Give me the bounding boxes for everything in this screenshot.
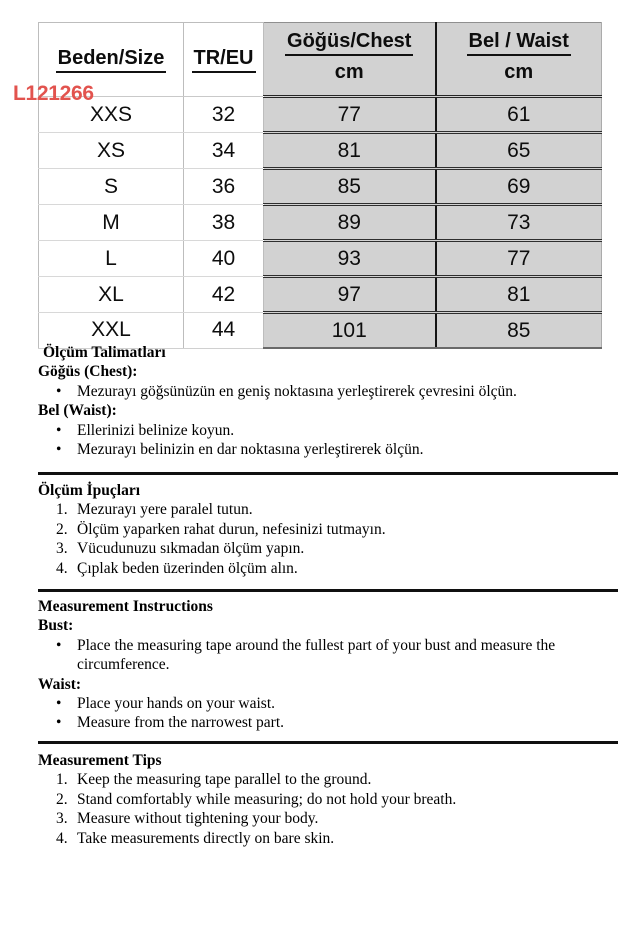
list-number: 1. xyxy=(56,771,68,789)
list-item xyxy=(38,500,618,519)
table-cell: 36 xyxy=(184,169,264,205)
table-cell: 93 xyxy=(264,241,436,277)
list-item-text: Measure from the narrowest part. xyxy=(77,714,285,732)
watermark-code: L121266 xyxy=(13,82,94,105)
bullet-icon: • xyxy=(56,441,62,459)
bust-subheading: Bust: xyxy=(38,617,74,635)
table-cell: 42 xyxy=(184,277,264,313)
list-item xyxy=(38,520,618,539)
table-cell: 34 xyxy=(184,133,264,169)
col-header-chest-label: Göğüs/Chest xyxy=(285,30,413,56)
bullet-icon: • xyxy=(56,714,62,732)
list-item-text: Take measurements directly on bare skin. xyxy=(77,829,335,847)
table-cell: L xyxy=(39,241,184,277)
list-number: 2. xyxy=(56,790,68,808)
waist-subheading: Waist: xyxy=(38,675,82,693)
list-item xyxy=(38,809,618,828)
list-item xyxy=(38,790,618,809)
col-header-waist xyxy=(436,23,602,97)
col-header-beden-size-label: Beden/Size xyxy=(56,47,167,73)
table-cell: 101 xyxy=(264,313,436,349)
section-divider xyxy=(38,472,618,475)
list-item-text: Stand comfortably while measuring; do not hold your breath. xyxy=(77,790,457,808)
table-cell: XXL xyxy=(39,313,184,349)
table-cell: 61 xyxy=(436,97,602,133)
table-cell: 97 xyxy=(264,277,436,313)
section-divider xyxy=(38,741,618,744)
list-item-text: Vücudunuzu sıkmadan ölçüm yapın. xyxy=(77,540,305,558)
section-divider xyxy=(38,589,618,592)
section-tr-instructions xyxy=(38,343,618,459)
section-title: Measurement Tips xyxy=(38,752,162,769)
list-number: 4. xyxy=(56,829,68,847)
table-cell: 65 xyxy=(436,133,602,169)
table-cell: 81 xyxy=(436,277,602,313)
table-row xyxy=(39,205,602,241)
table-cell: XS xyxy=(39,133,184,169)
table-cell: 69 xyxy=(436,169,602,205)
section-tr-tips xyxy=(38,481,618,578)
list-item-text: Keep the measuring tape parallel to the ground. xyxy=(77,771,372,789)
table-row xyxy=(39,241,602,277)
table-cell: 81 xyxy=(264,133,436,169)
table-row xyxy=(39,97,602,133)
table-cell: 77 xyxy=(436,241,602,277)
list-number: 2. xyxy=(56,520,68,538)
table-row xyxy=(39,169,602,205)
table-cell: 44 xyxy=(184,313,264,349)
section-title: Ölçüm İpuçları xyxy=(38,482,141,499)
section-title: Measurement Instructions xyxy=(38,598,213,615)
list-item xyxy=(38,770,618,789)
list-item xyxy=(38,539,618,558)
bullet-icon: • xyxy=(56,421,62,439)
list-item-text: Ölçüm yaparken rahat durun, nefesinizi tutmayın. xyxy=(77,520,386,538)
table-row xyxy=(39,133,602,169)
section-en-instructions xyxy=(38,597,618,733)
list-item xyxy=(38,713,618,732)
chest-subheading: Göğüs (Chest): xyxy=(38,363,138,381)
section-en-tips xyxy=(38,751,618,848)
list-item xyxy=(38,694,618,713)
list-number: 3. xyxy=(56,810,68,828)
bullet-icon: • xyxy=(56,636,62,654)
list-item-text: Mezurayı belinizin en dar noktasına yerleştirerek ölçün. xyxy=(77,441,424,459)
list-number: 3. xyxy=(56,540,68,558)
list-item xyxy=(38,421,618,440)
list-number: 1. xyxy=(56,501,68,519)
col-header-tr-eu xyxy=(184,23,264,97)
table-cell: 40 xyxy=(184,241,264,277)
section-title: Ölçüm Talimatları xyxy=(43,344,166,361)
col-header-chest-unit: cm xyxy=(334,61,364,83)
table-cell: 38 xyxy=(184,205,264,241)
bullet-icon: • xyxy=(56,382,62,400)
list-item-text: Mezurayı göğsünüzün en geniş noktasına yerleştirerek çevresini ölçün. xyxy=(77,382,517,400)
table-cell: M xyxy=(39,205,184,241)
size-table xyxy=(38,22,602,349)
list-item-text: Place your hands on your waist. xyxy=(77,695,276,713)
list-item xyxy=(38,559,618,578)
table-cell: 89 xyxy=(264,205,436,241)
table-cell: XL xyxy=(39,277,184,313)
size-table-body xyxy=(39,97,602,349)
table-header-row xyxy=(39,23,602,97)
list-item xyxy=(38,382,618,401)
col-header-waist-label: Bel / Waist xyxy=(467,30,571,56)
list-item xyxy=(38,829,618,848)
waist-subheading: Bel (Waist): xyxy=(38,402,117,420)
list-item xyxy=(38,636,618,675)
table-cell: XXS xyxy=(39,97,184,133)
list-item-text: Ellerinizi belinize koyun. xyxy=(77,421,235,439)
table-row xyxy=(39,277,602,313)
table-cell: S xyxy=(39,169,184,205)
col-header-tr-eu-label: TR/EU xyxy=(192,47,256,73)
list-item-text: Measure without tightening your body. xyxy=(77,810,319,828)
bullet-icon: • xyxy=(56,695,62,713)
col-header-waist-unit: cm xyxy=(504,61,534,83)
list-item-text: Çıplak beden üzerinden ölçüm alın. xyxy=(77,559,298,577)
table-cell: 77 xyxy=(264,97,436,133)
list-item xyxy=(38,440,618,459)
list-item-text: Mezurayı yere paralel tutun. xyxy=(77,501,253,519)
col-header-chest xyxy=(264,23,436,97)
table-cell: 73 xyxy=(436,205,602,241)
table-cell: 85 xyxy=(436,313,602,349)
list-item-text: Place the measuring tape around the fullest part of your bust and measure the circumference. xyxy=(77,636,556,674)
table-cell: 85 xyxy=(264,169,436,205)
table-cell: 32 xyxy=(184,97,264,133)
list-number: 4. xyxy=(56,559,68,577)
